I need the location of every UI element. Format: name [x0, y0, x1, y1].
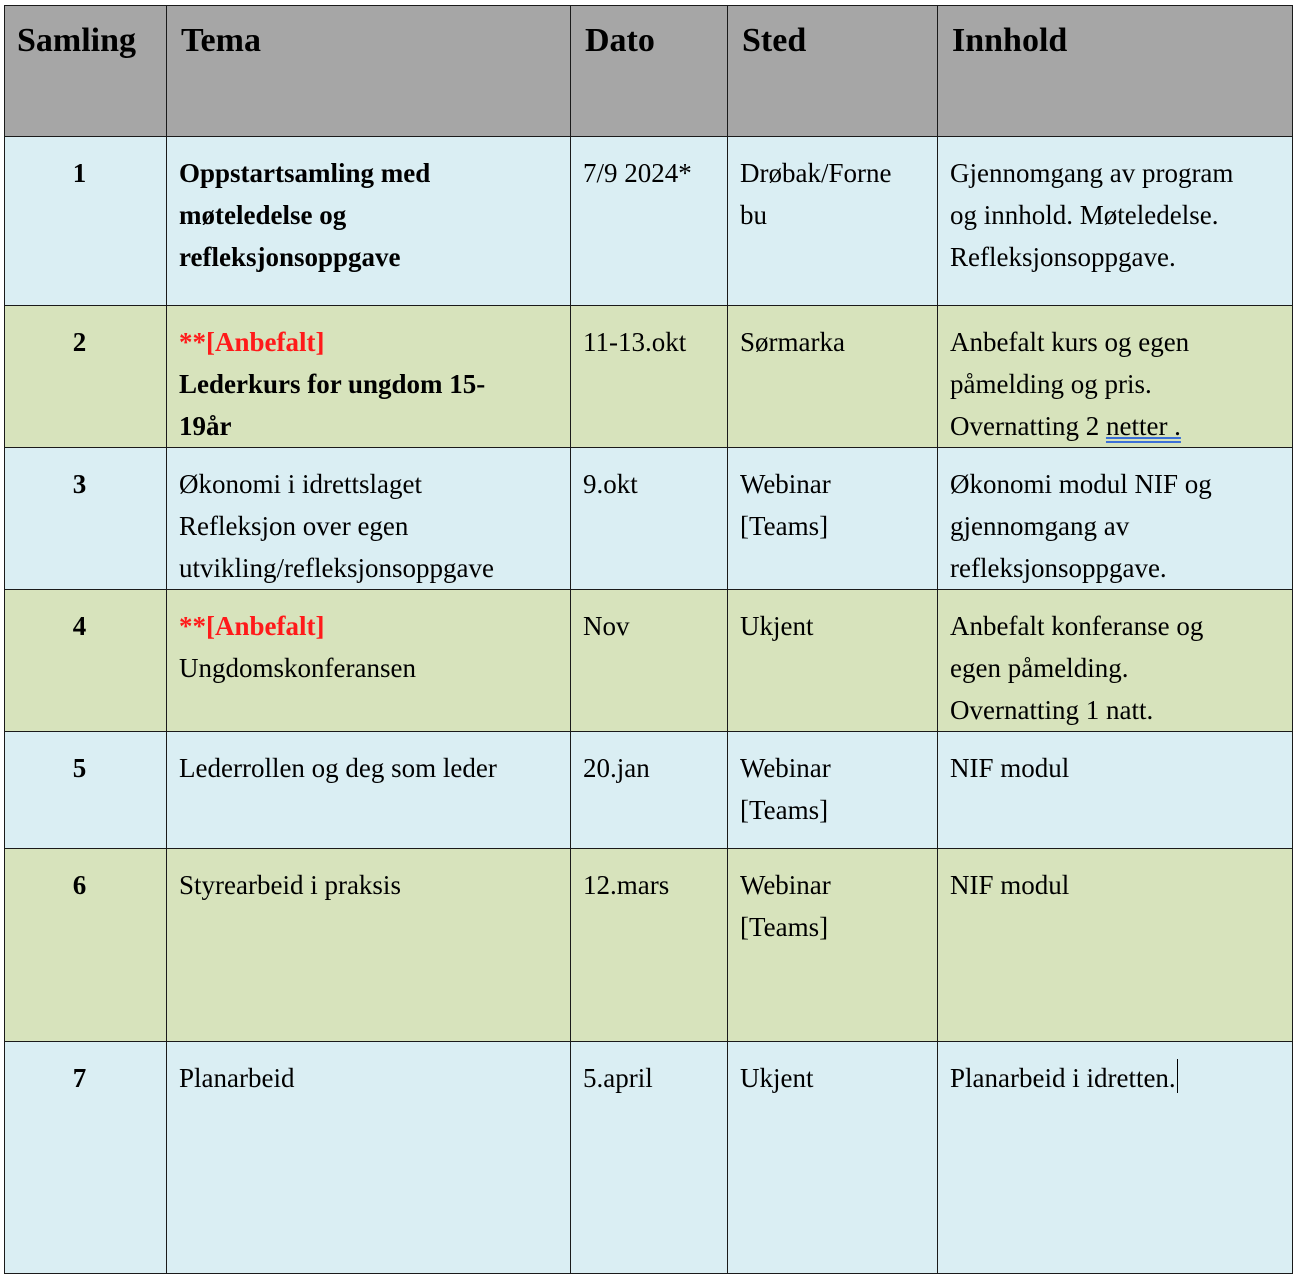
- recommended-tag: **[Anbefalt]: [179, 611, 325, 641]
- table-row: [5, 448, 1293, 590]
- table-row: [5, 732, 1293, 849]
- sted-cell[interactable]: [728, 137, 938, 306]
- header-sted: Sted: [728, 6, 938, 137]
- sted-line: bu: [740, 200, 767, 230]
- innhold-line: Refleksjonsoppgave.: [950, 242, 1176, 272]
- table-row: [5, 590, 1293, 732]
- tema-cell[interactable]: [167, 732, 571, 849]
- innhold-line: NIF modul: [950, 870, 1070, 900]
- dato-cell[interactable]: 7/9 2024*: [571, 137, 728, 306]
- tema-line: Lederrollen og deg som leder: [179, 753, 497, 783]
- samling-number: 6: [5, 849, 167, 1042]
- sted-line: Sørmarka: [740, 327, 845, 357]
- spellcheck-marked-text: netter .: [1105, 411, 1181, 441]
- header-tema: Tema: [167, 6, 571, 137]
- innhold-line: refleksjonsoppgave.: [950, 553, 1167, 583]
- innhold-line: [950, 405, 1284, 447]
- text-cursor: [1177, 1059, 1179, 1093]
- sted-line: [Teams]: [740, 511, 829, 541]
- header-dato: Dato: [571, 6, 728, 137]
- innhold-cell[interactable]: [938, 732, 1293, 849]
- sted-line: Drøbak/Forne: [740, 158, 892, 188]
- tema-line: refleksjonsoppgave: [179, 242, 401, 272]
- tema-line: Refleksjon over egen: [179, 511, 409, 541]
- sted-line: Webinar: [740, 753, 831, 783]
- samling-number: 4: [5, 590, 167, 732]
- tema-cell[interactable]: [167, 590, 571, 732]
- tema-cell[interactable]: [167, 306, 571, 448]
- innhold-cell[interactable]: [938, 306, 1293, 448]
- tema-cell[interactable]: [167, 849, 571, 1042]
- sted-cell[interactable]: [728, 732, 938, 849]
- samling-number: 2: [5, 306, 167, 448]
- tema-cell[interactable]: [167, 1042, 571, 1274]
- tema-cell[interactable]: [167, 448, 571, 590]
- samling-number: 7: [5, 1042, 167, 1274]
- tema-line: 19år: [179, 411, 232, 441]
- innhold-line: Økonomi modul NIF og: [950, 469, 1212, 499]
- sted-cell[interactable]: [728, 1042, 938, 1274]
- dato-cell[interactable]: Nov: [571, 590, 728, 732]
- innhold-cell[interactable]: [938, 849, 1293, 1042]
- samling-number: 1: [5, 137, 167, 306]
- innhold-line: og innhold. Møteledelse.: [950, 200, 1219, 230]
- tema-line: Styrearbeid i praksis: [179, 870, 401, 900]
- sted-line: [Teams]: [740, 912, 829, 942]
- sted-line: Ukjent: [740, 611, 814, 641]
- samling-number: 3: [5, 448, 167, 590]
- tema-line: møteledelse og: [179, 200, 347, 230]
- innhold-cell[interactable]: [938, 448, 1293, 590]
- table-row: [5, 306, 1293, 448]
- innhold-line: påmelding og pris.: [950, 369, 1152, 399]
- sted-cell[interactable]: [728, 590, 938, 732]
- header-samling: Samling: [5, 6, 167, 137]
- sted-cell[interactable]: [728, 849, 938, 1042]
- innhold-cell[interactable]: [938, 137, 1293, 306]
- dato-cell[interactable]: 5.april: [571, 1042, 728, 1274]
- header-row: [5, 6, 1293, 137]
- tema-line: Ungdomskonferansen: [179, 653, 416, 683]
- innhold-text: Planarbeid i idretten.: [950, 1063, 1176, 1093]
- tema-line: Økonomi i idrettslaget: [179, 469, 422, 499]
- tema-cell[interactable]: [167, 137, 571, 306]
- tema-line: utvikling/refleksjonsoppgave: [179, 553, 494, 583]
- dato-cell[interactable]: 20.jan: [571, 732, 728, 849]
- tema-line: Lederkurs for ungdom 15-: [179, 369, 486, 399]
- innhold-line: Gjennomgang av program: [950, 158, 1234, 188]
- sted-line: Webinar: [740, 870, 831, 900]
- dato-cell[interactable]: 9.okt: [571, 448, 728, 590]
- innhold-cell[interactable]: [938, 1042, 1293, 1274]
- sted-line: Ukjent: [740, 1063, 814, 1093]
- innhold-line: NIF modul: [950, 753, 1070, 783]
- table-row: [5, 1042, 1293, 1274]
- header-innhold: Innhold: [938, 6, 1293, 137]
- sted-cell[interactable]: [728, 306, 938, 448]
- innhold-line: egen påmelding.: [950, 653, 1129, 683]
- dato-cell[interactable]: 12.mars: [571, 849, 728, 1042]
- tema-line: Oppstartsamling med: [179, 158, 431, 188]
- table-row: [5, 849, 1293, 1042]
- recommended-tag: **[Anbefalt]: [179, 327, 325, 357]
- sted-cell[interactable]: [728, 448, 938, 590]
- sted-line: [Teams]: [740, 795, 829, 825]
- innhold-line: [950, 1057, 1284, 1099]
- innhold-line: gjennomgang av: [950, 511, 1130, 541]
- innhold-line: Anbefalt kurs og egen: [950, 327, 1190, 357]
- dato-cell[interactable]: 11-13.okt: [571, 306, 728, 448]
- table-row: [5, 137, 1293, 306]
- tema-line: Planarbeid: [179, 1063, 295, 1093]
- samling-number: 5: [5, 732, 167, 849]
- innhold-line-prefix: Overnatting 2: [950, 411, 1106, 441]
- schedule-table: [4, 5, 1293, 1274]
- sted-line: Webinar: [740, 469, 831, 499]
- innhold-line: Anbefalt konferanse og: [950, 611, 1204, 641]
- innhold-cell[interactable]: [938, 590, 1293, 732]
- innhold-line: Overnatting 1 natt.: [950, 695, 1154, 725]
